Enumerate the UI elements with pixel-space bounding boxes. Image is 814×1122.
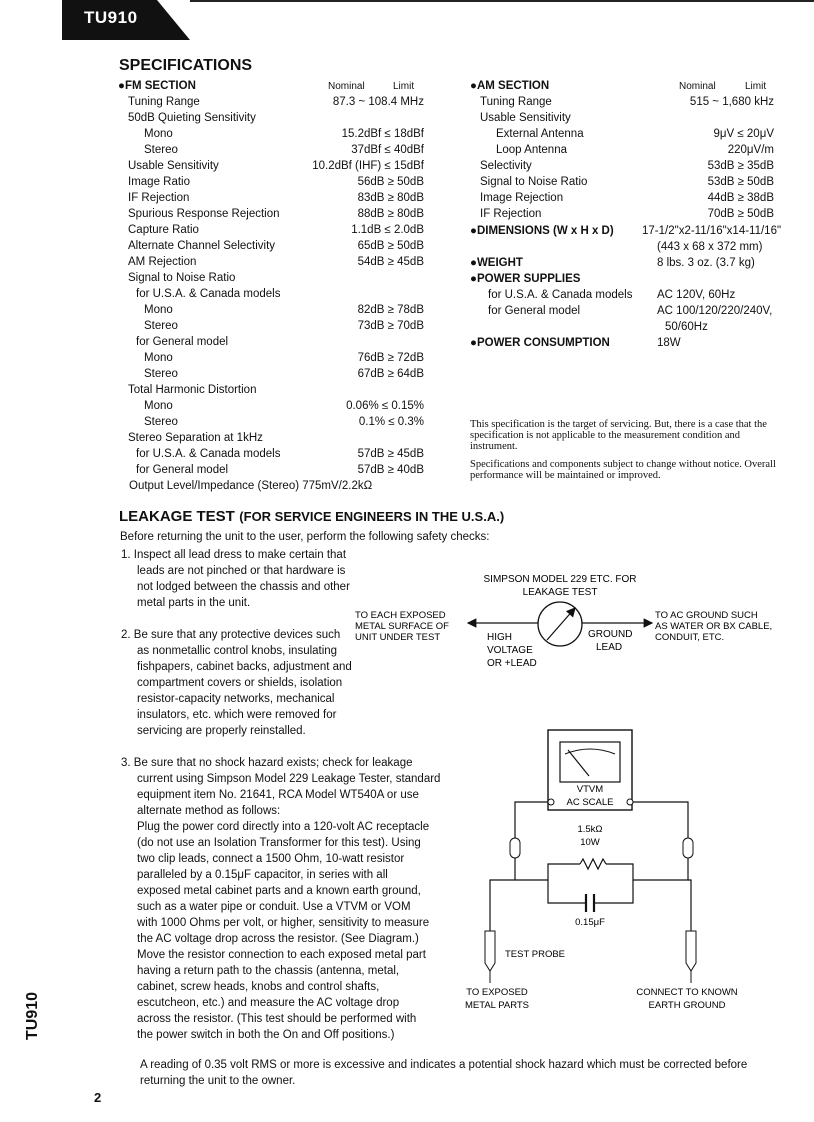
spec-row-value: 15.2dBf ≤ 18dBf [341, 128, 424, 140]
power-general-value-hz: 50/60Hz [665, 321, 708, 333]
power-consumption-title: ●POWER CONSUMPTION [470, 337, 610, 349]
header-model: TU910 [84, 8, 138, 27]
spec-row-label: Tuning Range [128, 96, 200, 108]
spec-row-value: 0.06% ≤ 0.15% [346, 400, 424, 412]
spec-row-value: 9μV ≤ 20μV [713, 128, 774, 140]
weight-title: ●WEIGHT [470, 257, 523, 269]
spec-row-label: 50dB Quieting Sensitivity [128, 112, 256, 124]
check-item-3-method: Plug the power cord directly into a 120-volt AC receptacle (do not use an Isolation Transformer for this test). Using two clip leads, connect a 1500 Ohm, 10-watt resistor paralleled by a 0.15μF capacitor, in series with all exposed metal cabinet parts and a known earth ground, such as a water pipe or conduit. Use a VTVM or VOM with 1000 Ohms per volt, or higher, sensitivity to measure the AC voltage drop across the resistor. (See Diagram.) Move the resistor connection to each exposed metal part having a return path to the chassis (antenna, metal, cabinet, screw heads, knobs and control shafts, escutcheon, etc.) and measure the AC voltage drop across the resistor. (This test should be performed with the power switch in both the On and Off positions.) [137, 821, 430, 1041]
spec-row-label: Stereo [144, 320, 178, 332]
meter-needle [547, 608, 575, 640]
wire-cap-left [548, 880, 585, 903]
spec-row-label: Signal to Noise Ratio [480, 176, 588, 188]
test-probe-symbol [485, 931, 495, 971]
spec-row-label: Signal to Noise Ratio [128, 272, 236, 284]
spec-row-value: 515 ~ 1,680 kHz [689, 96, 774, 108]
spec-row-label: Mono [144, 128, 173, 140]
spec-row-label: Spurious Response Rejection [128, 208, 280, 220]
high-lead-line2: VOLTAGE [487, 645, 533, 656]
power-supplies-title: ●POWER SUPPLIES [470, 273, 581, 285]
wire-cap-right [595, 880, 633, 903]
ground-lead-line1: GROUND [588, 629, 633, 640]
spec-row-label: External Antenna [496, 128, 584, 140]
am-title: ●AM SECTION [470, 80, 550, 92]
weight-value: 8 lbs. 3 oz. (3.7 kg) [657, 257, 755, 269]
spec-row-value: 83dB ≥ 80dB [357, 192, 424, 204]
capacitor-value: 0.15μF [575, 917, 605, 928]
spec-row-label: Usable Sensitivity [480, 112, 571, 124]
spec-row-label: IF Rejection [480, 208, 542, 220]
spec-row-label: Capture Ratio [128, 224, 199, 236]
am-col-limit: Limit [745, 81, 767, 92]
ground-clip-symbol [686, 931, 696, 971]
spec-row-label: Selectivity [480, 160, 532, 172]
diagram1-title-line1: SIMPSON MODEL 229 ETC. FOR [483, 574, 637, 585]
spec-row-label: IF Rejection [128, 192, 190, 204]
vtvm-display [560, 742, 620, 782]
leakage-subtitle: (FOR SERVICE ENGINEERS IN THE U.S.A.) [239, 509, 505, 524]
spec-row-value: 44dB ≥ 38dB [707, 192, 774, 204]
spec-row-label: Mono [144, 352, 173, 364]
check-item-1: 1. Inspect all lead dress to make certain that leads are not pinched or that hardware is not lodged between the chassis and other metal parts in the unit. [121, 549, 350, 609]
vtvm-circuit-diagram [455, 728, 755, 1013]
clip-right [683, 838, 693, 858]
clip-left [510, 838, 520, 858]
earth-ground-line1: CONNECT TO KNOWN [636, 987, 738, 998]
spec-row-value: 10.2dBf (IHF) ≤ 15dBf [312, 160, 424, 172]
check-item-2: 2. Be sure that any protective devices such as nonmetallic control knobs, insulating fishpapers, cabinet backs, adjustment and compartment covers or shields, isolation resistor-capacity networks, mechanical insulators, etc. which were removed for servicing are properly reinstalled. [121, 629, 352, 737]
spec-row-value: 53dB ≥ 35dB [707, 160, 774, 172]
wire-left-top [515, 802, 548, 838]
earth-ground-line2: EARTH GROUND [648, 1000, 726, 1011]
spec-row-label: Stereo [144, 144, 178, 156]
diagram1-left-line2: METAL SURFACE OF [355, 621, 449, 632]
page-number: 2 [94, 1090, 102, 1105]
spec-row-value: 56dB ≥ 50dB [357, 176, 424, 188]
spec-row-value: 57dB ≥ 40dB [357, 464, 424, 476]
spec-row-label: Total Harmonic Distortion [128, 384, 257, 396]
spec-row-value: 57dB ≥ 45dB [357, 448, 424, 460]
diagram1-right-line3: CONDUIT, ETC. [655, 632, 725, 643]
spec-row-value: 37dBf ≤ 40dBf [351, 144, 424, 156]
leakage-heading [119, 508, 504, 526]
top-rule [190, 0, 814, 2]
diagram1-title-line2: LEAKAGE TEST [522, 587, 598, 598]
spec-row-label: for General model [136, 464, 229, 476]
power-general-label: for General model [488, 305, 581, 317]
power-consumption-value: 18W [657, 337, 681, 349]
fm-col-limit: Limit [393, 81, 415, 92]
dimensions-value-mm: (443 x 68 x 372 mm) [657, 241, 763, 253]
dimensions-title: ●DIMENSIONS (W x H x D) [470, 225, 614, 237]
spec-row-label: Loop Antenna [496, 144, 567, 156]
wire-resistor-right [606, 858, 688, 880]
spec-row-label: Tuning Range [480, 96, 552, 108]
diagram1-right-line2: AS WATER OR BX CABLE, [655, 621, 773, 632]
spec-row-label: AM Rejection [128, 256, 197, 268]
side-model-label: TU910 [24, 991, 41, 1040]
spec-row-value: 82dB ≥ 78dB [357, 304, 424, 316]
dimensions-value-in: 17-1/2"x2-11/16"x14-11/16" [642, 225, 782, 237]
vtvm-terminal-left [548, 799, 554, 805]
spec-row-value: 65dB ≥ 50dB [357, 240, 424, 252]
spec-row-label: Stereo [144, 416, 178, 428]
diagram1-left-line3: UNIT UNDER TEST [355, 632, 441, 643]
leakage-intro: Before returning the unit to the user, perform the following safety checks: [120, 531, 490, 543]
spec-row-label: for U.S.A. & Canada models [136, 288, 281, 300]
fm-output-line: Output Level/Impedance (Stereo) 775mV/2.2kΩ [129, 480, 373, 492]
test-probe-label: TEST PROBE [505, 949, 566, 960]
diagram1-right-line1: TO AC GROUND SUCH [655, 610, 758, 621]
spec-row-label: Alternate Channel Selectivity [128, 240, 276, 252]
spec-row-value: 70dB ≥ 50dB [707, 208, 774, 220]
spec-row-label: Usable Sensitivity [128, 160, 219, 172]
spec-row-label: Mono [144, 400, 173, 412]
leakage-final-note: A reading of 0.35 volt RMS or more is excessive and indicates a potential shock hazard which must be corrected before returning the unit to the owner. [140, 1059, 748, 1087]
spec-row-value: 1.1dB ≤ 2.0dB [351, 224, 424, 236]
resistor-wattage: 10W [580, 837, 600, 848]
ac-scale-label: AC SCALE [566, 797, 614, 808]
vtvm-terminal-right [627, 799, 633, 805]
simpson-leakage-diagram [350, 568, 800, 673]
spec-row-value: 53dB ≥ 50dB [707, 176, 774, 188]
meter-dial [538, 602, 582, 646]
spec-row-label: for General model [136, 336, 229, 348]
service-note: This specification is the target of servicing. But, there is a case that the specification is not applicable to the measurement condition and instrument. [470, 419, 767, 452]
wire-probe [490, 880, 515, 931]
exposed-parts-line2: METAL PARTS [464, 1000, 530, 1011]
spec-row-value: 87.3 ~ 108.4 MHz [332, 96, 424, 108]
wire-right-top [633, 802, 688, 838]
wire-resistor-left [515, 858, 580, 880]
power-usa-value: AC 120V, 60Hz [657, 289, 736, 301]
spec-row-label: for U.S.A. & Canada models [136, 448, 281, 460]
spec-row-value: 73dB ≥ 70dB [357, 320, 424, 332]
spec-row-value: 76dB ≥ 72dB [357, 352, 424, 364]
spec-row-value: 88dB ≥ 80dB [357, 208, 424, 220]
spec-row-value: 0.1% ≤ 0.3% [358, 416, 424, 428]
spec-title: SPECIFICATIONS [119, 57, 253, 74]
diagram1-left-line1: TO EACH EXPOSED [355, 610, 446, 621]
exposed-parts-line1: TO EXPOSED [466, 987, 528, 998]
spec-row-label: Mono [144, 304, 173, 316]
high-lead-line1: HIGH [487, 632, 512, 643]
resistor-symbol [580, 859, 606, 869]
leakage-title: LEAKAGE TEST [119, 508, 235, 525]
fm-col-nominal: Nominal [328, 81, 365, 92]
fm-title: ●FM SECTION [118, 80, 196, 92]
wire-ground [688, 880, 691, 931]
spec-row-label: Image Rejection [480, 192, 564, 204]
check-item-3: 3. Be sure that no shock hazard exists; check for leakage current using Simpson Model 229 Leakage Tester, standard equipment item No. 21641, RCA Model WT540A or use alternate method as follows: [121, 757, 441, 817]
am-col-nominal: Nominal [679, 81, 716, 92]
power-general-value: AC 100/120/220/240V, [657, 305, 773, 317]
resistor-value: 1.5kΩ [577, 824, 603, 835]
spec-row-label: Stereo [144, 368, 178, 380]
high-lead-line3: OR +LEAD [487, 658, 537, 669]
vtvm-label: VTVM [576, 784, 604, 795]
spec-row-value: 67dB ≥ 64dB [357, 368, 424, 380]
change-note: Specifications and components subject to change without notice. Overall performance will be maintained or improved. [470, 459, 776, 481]
spec-row-label: Stereo Separation at 1kHz [128, 432, 263, 444]
spec-row-value: 54dB ≥ 45dB [357, 256, 424, 268]
ground-lead-line2: LEAD [596, 642, 623, 653]
spec-row-label: Image Ratio [128, 176, 191, 188]
power-usa-label: for U.S.A. & Canada models [488, 289, 633, 301]
spec-row-value: 220μV/m [727, 144, 774, 156]
